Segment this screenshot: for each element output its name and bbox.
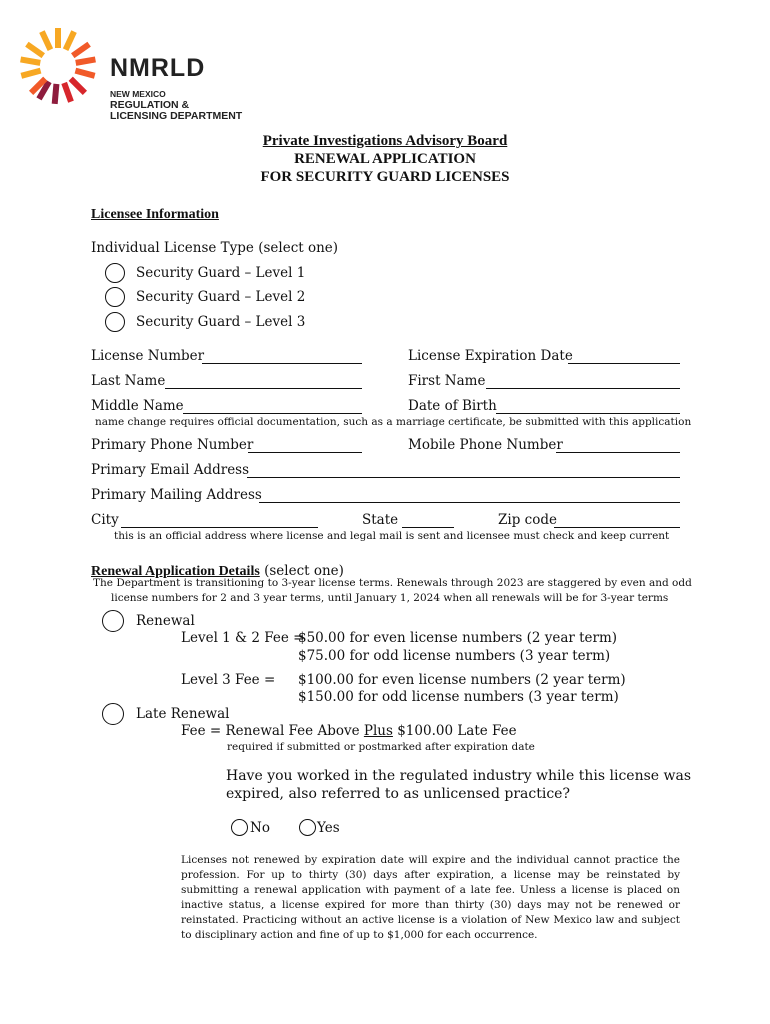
no-label: No: [250, 820, 270, 836]
state-label: State: [362, 512, 399, 528]
radio-level-3[interactable]: [105, 312, 125, 332]
mobile-phone-field[interactable]: [556, 452, 680, 453]
mobile-phone-label: Mobile Phone Number: [408, 437, 563, 453]
license-number-label: License Number: [91, 348, 205, 364]
fee12-even: $50.00 for even license numbers (2 year term): [298, 630, 618, 646]
last-name-field[interactable]: [165, 388, 362, 389]
expiration-policy-paragraph: Licenses not renewed by expiration date will expire and the individual cannot practice the profession. For up to thirty (30) days after expiration, a license may be reinstated by submitting a renewal application with payment of a late fee. Unless a license is placed on inactive status, a license expired for more than thirty (30) days may not be renewed or reinstated. Practicing without an active license is a violation of New Mexico law and subject to disciplinary action and fine of up to $1,000 for each occurrence.: [181, 854, 680, 941]
nmrld-logo: [18, 26, 268, 126]
renewal-heading-suffix: (select one): [259, 563, 344, 579]
late-fee-plus: Plus: [363, 723, 393, 739]
last-name-label: Last Name: [91, 373, 166, 389]
city-field[interactable]: [121, 527, 318, 528]
address-note: this is an official address where license and legal mail is sent and licensee must check and keep current: [114, 530, 670, 542]
radio-level-2[interactable]: [105, 287, 125, 307]
yes-label: Yes: [317, 820, 340, 836]
fee12-odd: $75.00 for odd license numbers (3 year term): [298, 648, 611, 664]
logo-line3: LICENSING DEPARTMENT: [110, 110, 243, 122]
late-note: required if submitted or postmarked after expiration date: [227, 741, 535, 753]
license-type-label: Individual License Type (select one): [91, 240, 339, 256]
late-fee-prefix: Fee = Renewal Fee Above: [181, 723, 364, 739]
expiration-date-label: License Expiration Date: [408, 348, 573, 364]
board-title: Private Investigations Advisory Board: [262, 133, 508, 149]
name-change-note: name change requires official documentation, such as a marriage certificate, be submitted with this application: [95, 416, 692, 428]
mailing-address-field[interactable]: [259, 502, 680, 503]
transition-note-line1: The Department is transitioning to 3-year license terms. Renewals through 2023 are staggered by even and odd: [93, 577, 692, 589]
logo-abbr: NMRLD: [110, 54, 206, 82]
state-field[interactable]: [402, 527, 454, 528]
level-3-label: Security Guard – Level 3: [136, 314, 306, 330]
renewal-heading: Renewal Application Details: [91, 564, 260, 579]
license-number-field[interactable]: [202, 363, 362, 364]
first-name-field[interactable]: [486, 388, 680, 389]
dob-field[interactable]: [496, 413, 680, 414]
licensee-heading: Licensee Information: [91, 207, 219, 222]
zip-label: Zip code: [498, 512, 557, 528]
transition-note-line2: license numbers for 2 and 3 year terms, until January 1, 2024 when all renewals will be for 3-year terms: [111, 592, 669, 604]
first-name-label: First Name: [408, 373, 486, 389]
form-subtitle: FOR SECURITY GUARD LICENSES: [260, 169, 510, 185]
level-1-label: Security Guard – Level 1: [136, 265, 306, 281]
fee12-label: Level 1 & 2 Fee =: [181, 630, 305, 646]
fee3-label: Level 3 Fee =: [181, 672, 276, 688]
city-label: City: [91, 512, 119, 528]
logo-line2: REGULATION &: [110, 99, 190, 111]
logo-line1: NEW MEXICO: [110, 89, 166, 99]
middle-name-label: Middle Name: [91, 398, 184, 414]
fee3-even: $100.00 for even license numbers (2 year term): [298, 672, 626, 688]
dob-label: Date of Birth: [408, 398, 497, 414]
starburst-logo-icon: [18, 26, 98, 106]
zip-field[interactable]: [554, 527, 680, 528]
email-field[interactable]: [247, 477, 680, 478]
radio-late-renewal[interactable]: [102, 703, 124, 725]
radio-no[interactable]: [231, 819, 248, 836]
late-fee-line: [181, 723, 517, 739]
question-line1: Have you worked in the regulated industry while this license was: [226, 768, 692, 784]
primary-phone-label: Primary Phone Number: [91, 437, 254, 453]
mailing-address-label: Primary Mailing Address: [91, 487, 262, 503]
level-2-label: Security Guard – Level 2: [136, 289, 306, 305]
renewal-label: Renewal: [136, 613, 195, 629]
radio-level-1[interactable]: [105, 263, 125, 283]
form-title: RENEWAL APPLICATION: [294, 151, 476, 167]
fee3-odd: $150.00 for odd license numbers (3 year term): [298, 689, 619, 705]
email-label: Primary Email Address: [91, 462, 250, 478]
radio-renewal[interactable]: [102, 610, 124, 632]
late-fee-suffix: $100.00 Late Fee: [392, 723, 517, 739]
late-renewal-label: Late Renewal: [136, 706, 230, 722]
radio-yes[interactable]: [299, 819, 316, 836]
expiration-date-field[interactable]: [568, 363, 680, 364]
middle-name-field[interactable]: [183, 413, 362, 414]
primary-phone-field[interactable]: [248, 452, 362, 453]
question-line2: expired, also referred to as unlicensed practice?: [226, 786, 570, 802]
